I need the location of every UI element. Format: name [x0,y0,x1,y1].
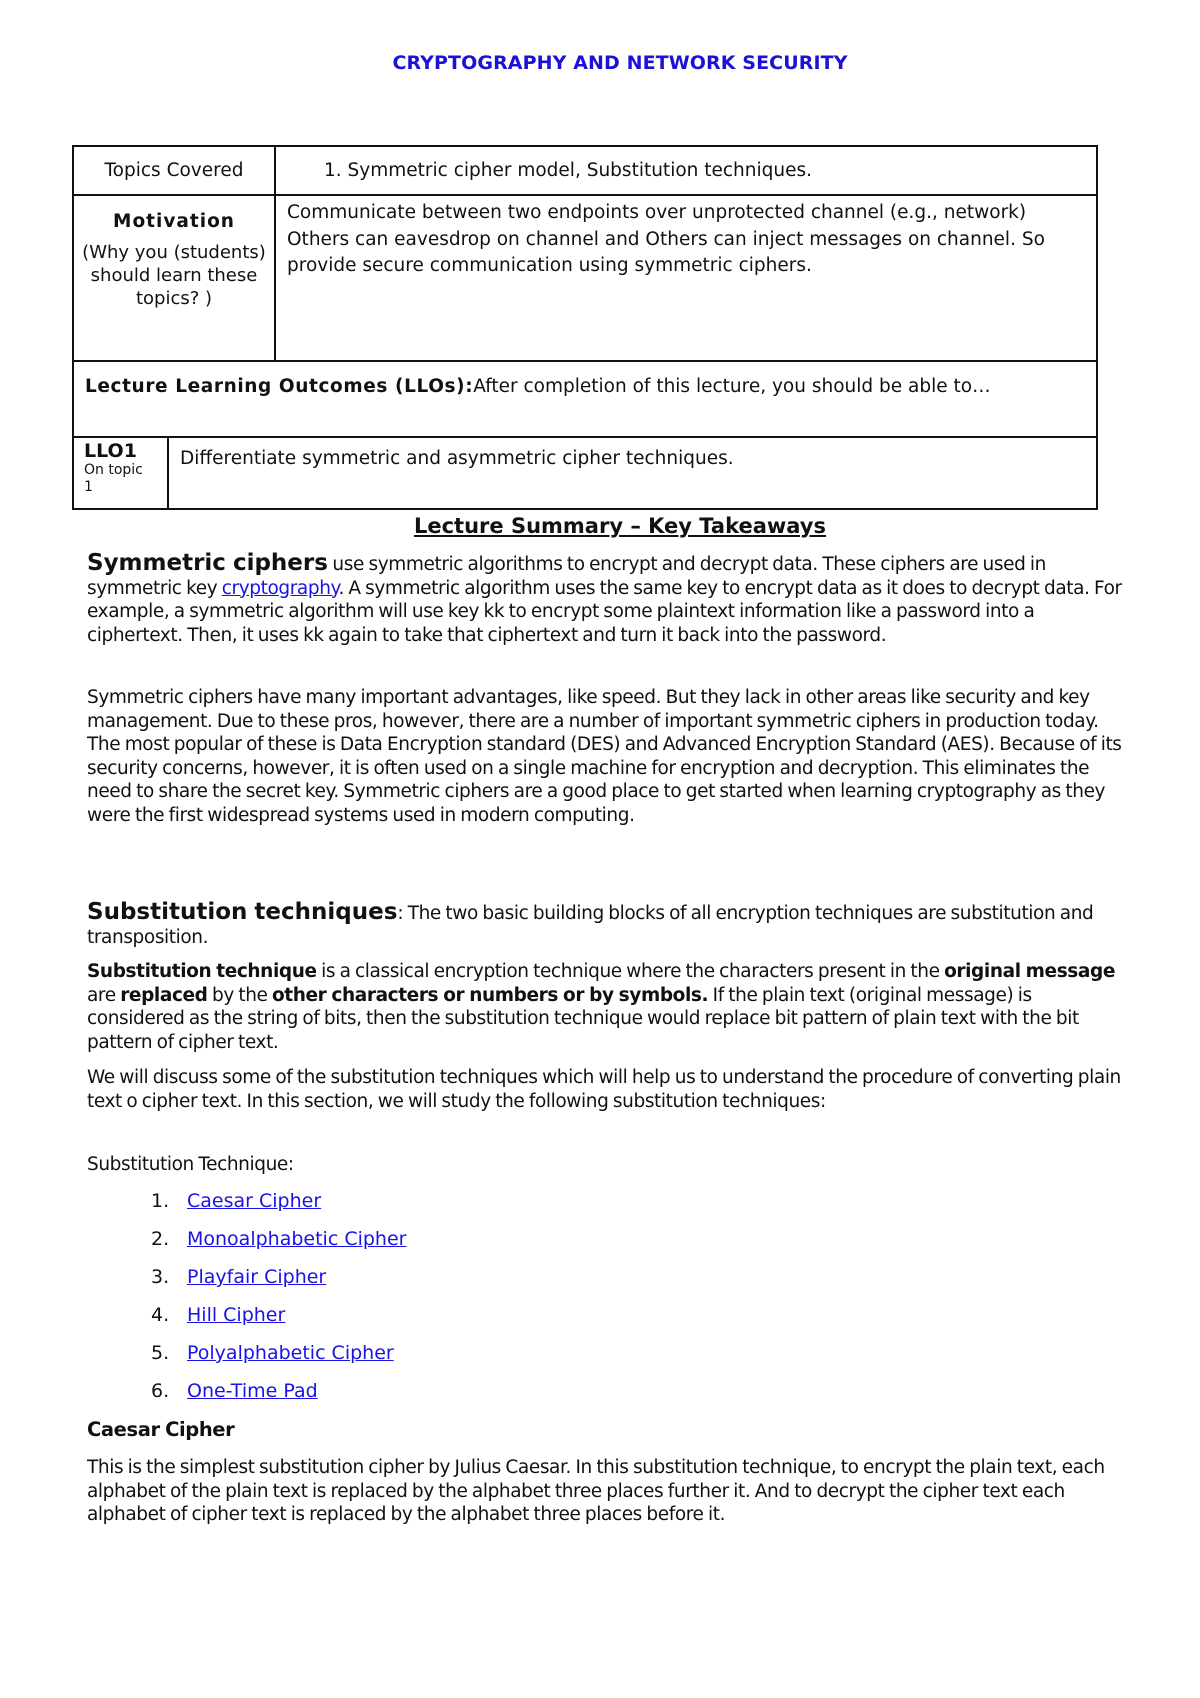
p1-text-a: use symmetric algorithms to encrypt and decrypt data. These ciphers are used in symmetric key [87,554,1046,599]
one-time-pad-link[interactable]: One-Time Pad [187,1380,318,1402]
hill-cipher-link[interactable]: Hill Cipher [187,1304,286,1326]
document-title: CRYPTOGRAPHY AND NETWORK SECURITY [392,52,848,74]
motivation-value: Communicate between two endpoints over unprotected channel (e.g., network) Others can eavesdrop on channel and Others can inject messages on channel. So provide secure communication using symmetric ciphers. [275,195,1097,361]
caesar-cipher-paragraph: This is the simplest substitution cipher by Julius Caesar. In this substitution technique, to encrypt the plain text, each alphabet of the plain text is replaced by the alphabet three places further it. And to decrypt the cipher text each alphabet of cipher text is replaced by the alphabet three places before it. [87,1457,1105,1525]
list-item [151,1190,406,1228]
llo-heading-cell [73,361,1097,437]
list-label: Substitution Technique: [87,1154,294,1175]
lecture-info-table [72,145,1098,510]
topics-covered-value: 1. Symmetric cipher model, Substitution techniques. [275,146,1097,195]
advantages-paragraph: Symmetric ciphers have many important advantages, like speed. But they lack in other areas like security and key management. Due to these pros, however, there are a number of important symmetric ciphers in production today. The most popular of these is Data Encryption standard (DES) and Advanced Encryption Standard (AES). Because of its security concerns, however, it is often used on a single machine for encryption and decryption. This eliminates the need to share the secret key. Symmetric ciphers are a good place to get started when learning cryptography as they were the first widespread systems used in modern computing. [87,687,1122,826]
list-number: 6. [151,1380,170,1402]
topics-row [73,146,1097,195]
list-number: 2. [151,1228,170,1250]
list-number: 4. [151,1304,170,1326]
list-number: 1. [151,1190,170,1212]
p4-bold-4: other characters or numbers or by symbols. [272,984,709,1006]
list-number: 5. [151,1342,170,1364]
p4-bold-1: Substitution technique [87,961,317,982]
list-item [151,1228,406,1266]
p4-text-4: If the plain text (original message) is considered as the string of bits, then the substitution technique would replace bit pattern of plain text with the bit pattern of cipher text. [87,984,1079,1053]
p3-text: : The two basic building blocks of all encryption techniques are substitution and transposition. [87,903,1094,948]
substitution-techniques-term: Substitution techniques [87,899,398,925]
symmetric-ciphers-term: Symmetric ciphers [87,550,328,576]
llo1-inner-table [74,438,1096,508]
motivation-sublabel: (Why you (students) should learn these topics? ) [82,242,266,309]
p1-text-b: . A symmetric algorithm uses the same key to encrypt data as it does to decrypt data. For example, a symmetric algorithm will use key kk to encrypt some plaintext information like a password into a ciphertext. Then, it uses kk again to take that ciphertext and turn it back into the password. [87,577,1122,646]
list-item [151,1342,406,1380]
polyalphabetic-cipher-link[interactable]: Polyalphabetic Cipher [187,1342,394,1364]
list-item [151,1380,406,1418]
llo1-label: LLO1 [84,440,137,462]
caesar-cipher-heading: Caesar Cipher [87,1418,235,1441]
p4-text-2: are [87,984,121,1006]
p4-bold-2: original message [944,961,1115,982]
motivation-row [73,195,1097,361]
llo1-cell-wrapper [73,437,1097,509]
llo1-label-cell [74,438,168,508]
substitution-definition-paragraph [87,960,1127,1054]
monoalphabetic-cipher-link[interactable]: Monoalphabetic Cipher [187,1228,407,1250]
cryptography-link[interactable]: cryptography [221,577,339,599]
motivation-label: Motivation [113,211,235,232]
p4-text-1: is a classical encryption technique where the characters present in the [316,961,945,982]
llo-heading-label: Lecture Learning Outcomes (LLOs): [85,376,474,397]
substitution-techniques-paragraph [87,901,1127,949]
motivation-label-cell [73,195,275,361]
caesar-cipher-link[interactable]: Caesar Cipher [187,1190,322,1212]
p4-text-3: by the [207,984,272,1006]
list-item [151,1304,406,1342]
llo1-value: Differentiate symmetric and asymmetric cipher techniques. [180,448,734,469]
llo1-sublabel: On topic 1 [84,462,143,495]
p4-bold-3: replaced [120,984,208,1006]
discussion-paragraph: We will discuss some of the substitution techniques which will help us to understand the procedure of converting plain text o cipher text. In this section, we will study the following substitution techniques: [87,1067,1121,1112]
technique-list [151,1190,406,1418]
list-number: 3. [151,1266,170,1288]
llo-heading-row [73,361,1097,437]
topics-covered-label: Topics Covered [73,146,275,195]
playfair-cipher-link[interactable]: Playfair Cipher [187,1266,327,1288]
llo1-row [73,437,1097,509]
summary-heading: Lecture Summary – Key Takeaways [413,514,826,538]
symmetric-ciphers-paragraph [87,552,1127,647]
list-item [151,1266,406,1304]
llo-heading-text: After completion of this lecture, you should be able to… [473,376,991,397]
